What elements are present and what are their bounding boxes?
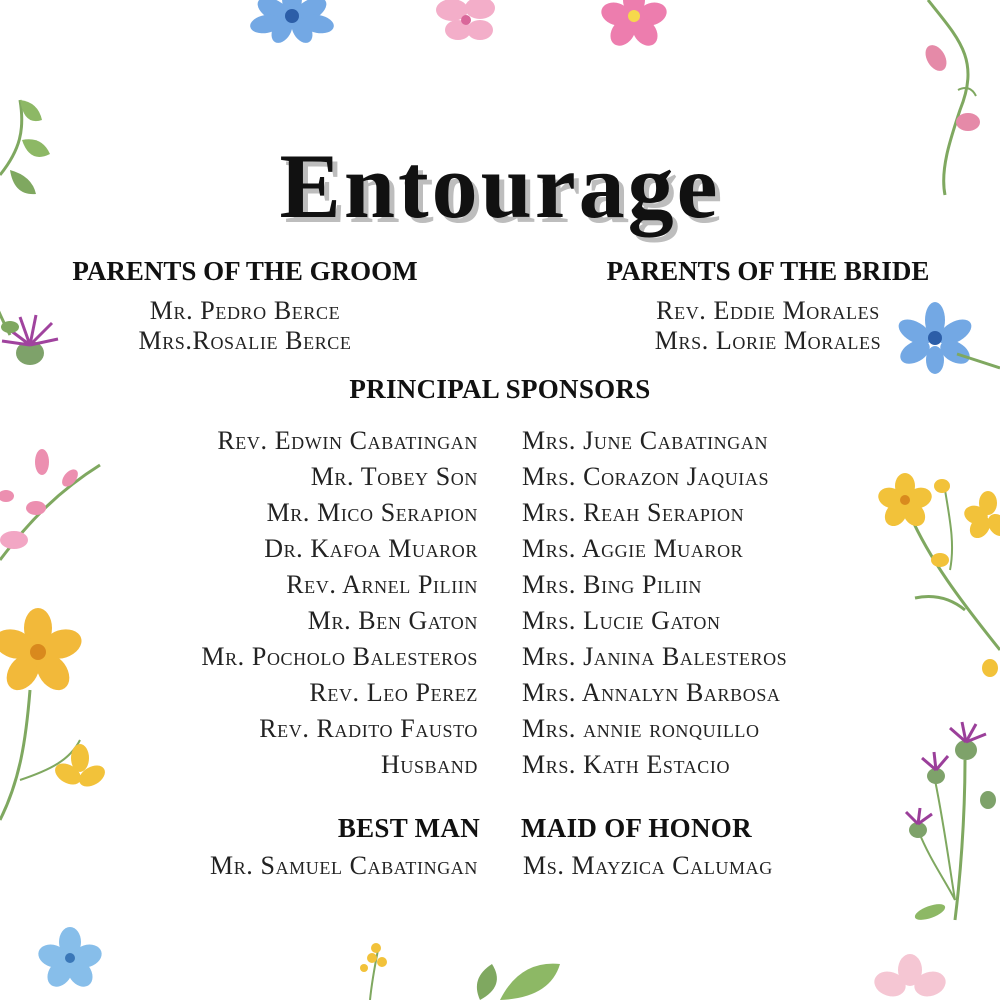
list-item: Mrs. Reah Serapion	[522, 498, 745, 527]
list-item: Rev. Radito Fausto	[259, 714, 478, 743]
maid-of-honor-name: Ms. Mayzica Calumag	[523, 851, 773, 880]
list-item: Rev. Edwin Cabatingan	[217, 426, 478, 455]
thistles-right-icon	[906, 722, 996, 923]
principal-sponsors-female-list	[522, 423, 787, 783]
list-item: Mrs. annie ronquillo	[522, 714, 760, 743]
yellow-flowers-left-icon	[0, 608, 109, 820]
list-item: Rev. Arnel Piliin	[286, 570, 478, 599]
list-item: Mrs. Corazon Jaquias	[522, 462, 770, 491]
magenta-flower-top-icon	[598, 0, 669, 51]
pink-flower-bottom-right-icon	[871, 954, 949, 1000]
parents-of-bride-heading: PARENTS OF THE BRIDE	[606, 256, 930, 286]
groom-mother-name: Mrs.Rosalie Berce	[138, 326, 352, 355]
best-man-name: Mr. Samuel Cabatingan	[209, 851, 478, 880]
list-item: Mrs. Bing Piliin	[522, 570, 703, 599]
list-item: Mr. Pocholo Balesteros	[201, 642, 478, 671]
list-item: Mrs. June Cabatingan	[522, 426, 769, 455]
list-item: Mrs. Kath Estacio	[522, 750, 731, 779]
bride-mother-name: Mrs. Lorie Morales	[654, 326, 882, 355]
yellow-flowers-right-icon	[876, 473, 1000, 677]
list-item: Mrs. Aggie Muaror	[522, 534, 744, 563]
list-item: Mr. Ben Gaton	[307, 606, 478, 635]
leaves-bottom-icon	[477, 964, 560, 1000]
thistle-left-icon	[0, 305, 58, 365]
principal-sponsors-male-list	[201, 423, 478, 783]
list-item: Mr. Mico Serapion	[266, 498, 478, 527]
list-item: Mrs. Janina Balesteros	[522, 642, 788, 671]
best-man-heading: BEST MAN	[337, 813, 480, 843]
list-item: Mrs. Annalyn Barbosa	[522, 678, 781, 707]
yellow-sprig-bottom-icon	[360, 943, 387, 1000]
principal-sponsors-heading: PRINCIPAL SPONSORS	[349, 374, 651, 404]
pink-flower-top-icon	[436, 0, 495, 40]
bride-father-name: Rev. Eddie Morales	[656, 296, 880, 325]
parents-of-groom-heading: PARENTS OF THE GROOM	[72, 256, 418, 286]
parents-of-groom-section	[55, 258, 435, 356]
blue-flower-bottom-left-icon	[35, 927, 104, 992]
maid-of-honor-heading: MAID OF HONOR	[521, 813, 752, 843]
list-item: Husband	[381, 750, 478, 779]
pink-sprig-left-icon	[0, 449, 100, 560]
list-item: Rev. Leo Perez	[309, 678, 478, 707]
page-title: Entourage	[279, 135, 721, 237]
list-item: Mr. Tobey Son	[310, 462, 478, 491]
parents-of-bride-section	[578, 258, 958, 356]
groom-father-name: Mr. Pedro Berce	[149, 296, 341, 325]
list-item: Dr. Kafoa Muaror	[264, 534, 478, 563]
blue-flower-top-icon	[249, 0, 336, 47]
list-item: Mrs. Lucie Gaton	[522, 606, 721, 635]
